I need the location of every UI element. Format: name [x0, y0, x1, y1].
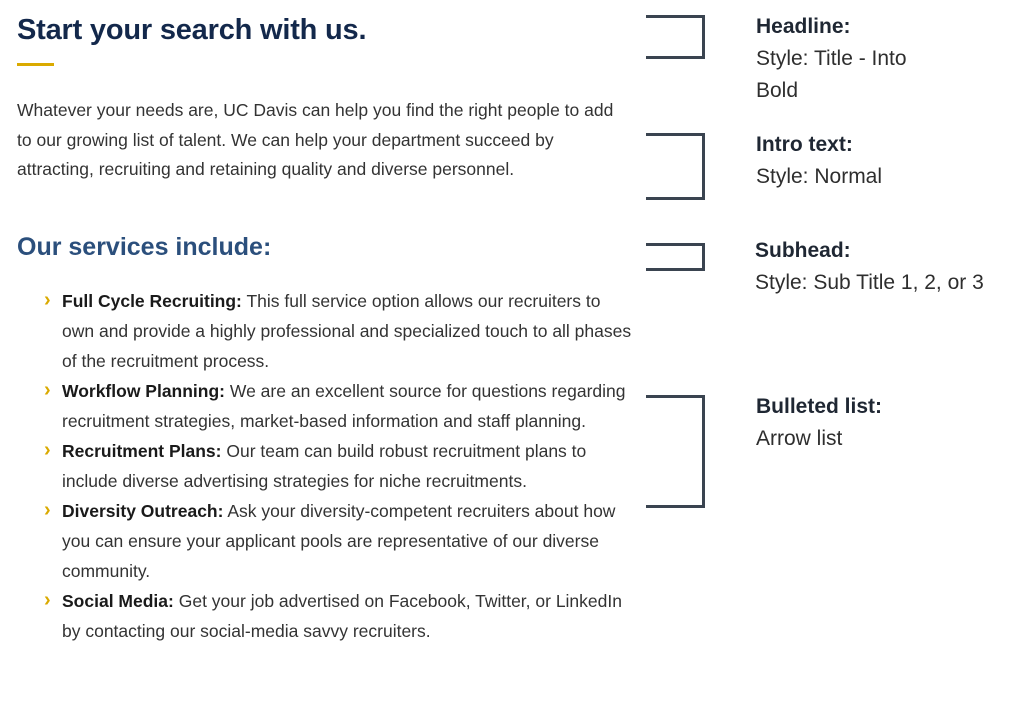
list-bracket [646, 395, 705, 508]
chevron-right-icon: › [44, 379, 51, 401]
annotation-text: Style: Sub Title 1, 2, or 3 [755, 271, 984, 294]
annotation-list [756, 391, 1011, 455]
service-item-full-cycle-recruiting [44, 286, 634, 376]
intro-bracket [646, 133, 705, 200]
services-subhead: Our services include: [17, 233, 272, 261]
service-description: We are an excellent source for questions regarding recruitment strategies, market-based information and staff planning. [62, 381, 626, 431]
service-description: Our team can build robust recruitment plans to include diverse advertising strategies for niche recruitments. [62, 441, 587, 491]
service-item-diversity-outreach [44, 496, 634, 586]
service-description: This full service option allows our recruiters to own and provide a highly professional and specialized touch to all phases of the recruitment process. [62, 291, 632, 371]
service-term: Social Media: [62, 591, 174, 611]
annotation-label: Headline: [756, 15, 851, 38]
headline-bracket [646, 15, 705, 59]
annotation-intro [756, 129, 1011, 193]
chevron-right-icon: › [44, 589, 51, 611]
service-item-recruitment-plans [44, 436, 634, 496]
headline: Start your search with us. [17, 14, 367, 46]
annotation-label: Intro text: [756, 133, 853, 156]
chevron-right-icon: › [44, 439, 51, 461]
annotation-label: Subhead: [755, 239, 851, 262]
annotation-subhead [755, 235, 1010, 299]
annotation-label: Bulleted list: [756, 395, 883, 418]
service-term: Diversity Outreach: [62, 501, 224, 521]
headline-underline [17, 63, 54, 66]
service-description: Get your job advertised on Facebook, Twitter, or LinkedIn by contacting our social-media savvy recruiters. [62, 591, 622, 641]
annotation-text: Style: Normal [756, 165, 883, 188]
service-term: Recruitment Plans: [62, 441, 222, 461]
service-item-social-media [44, 586, 634, 646]
service-term: Workflow Planning: [62, 381, 226, 401]
annotation-text: Style: Title - Into Bold [756, 47, 907, 102]
chevron-right-icon: › [44, 289, 51, 311]
service-item-workflow-planning [44, 376, 634, 436]
services-list [44, 286, 634, 646]
intro-text: Whatever your needs are, UC Davis can help you find the right people to add to our growing list of talent. We can help your department succeed by attracting, recruiting and retaining quality and diverse personnel. [17, 100, 614, 179]
service-term: Full Cycle Recruiting: [62, 291, 242, 311]
chevron-right-icon: › [44, 499, 51, 521]
subhead-bracket [646, 243, 705, 271]
annotation-text: Arrow list [756, 427, 843, 450]
service-description: Ask your diversity-competent recruiters about how you can ensure your applicant pools are representative of our diverse community. [62, 501, 616, 581]
annotation-headline [756, 11, 946, 107]
